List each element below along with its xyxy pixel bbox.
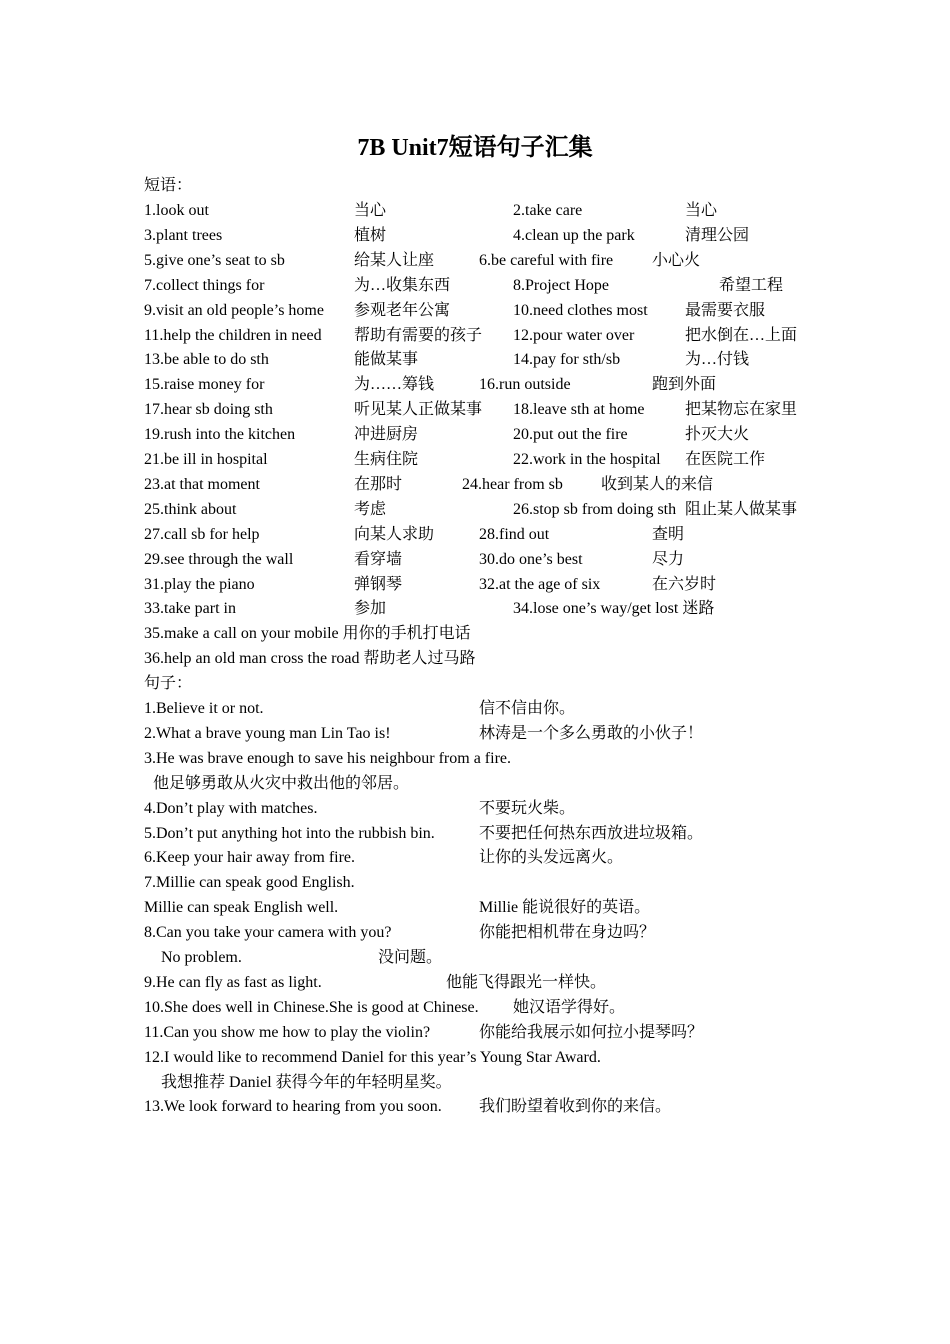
sentence-translation: 她汉语学得好。	[513, 998, 626, 1016]
phrase-meaning: 当心	[354, 202, 387, 219]
phrase-item: 16.run outside	[479, 376, 571, 394]
sentence-item: Millie can speak English well.	[144, 899, 339, 917]
phrase-item: 36.help an old man cross the road 帮助老人过马路	[144, 650, 476, 668]
phrase-item: 10.need clothes most	[513, 301, 648, 319]
sentence-item: 9.He can fly as fast as light.	[144, 973, 322, 991]
sentence-translation: 信不信由你。	[479, 700, 576, 717]
sentences-heading: 句子：	[144, 675, 193, 693]
sentence-translation: 他足够勇敢从火灾中救出他的邻居。	[153, 774, 410, 792]
sentence-item: 5.Don’t put anything hot into the rubbish bin.	[144, 824, 435, 842]
phrase-item: 30.do one’s best	[479, 550, 583, 568]
phrase-item: 2.take care	[513, 202, 583, 219]
sentence-item: 8.Can you take your camera with you?	[144, 924, 392, 942]
phrase-item: 26.stop sb from doing sth	[513, 500, 677, 518]
phrase-item: 4.clean up the park	[513, 226, 635, 244]
sentence-item: 2.What a brave young man Lin Tao is!	[144, 724, 391, 742]
phrase-meaning: 在那时	[354, 475, 403, 493]
sentence-translation: 不要玩火柴。	[479, 799, 576, 817]
phrases-heading: 短语：	[144, 177, 193, 194]
sentence-translation: 我想推荐 Daniel 获得今年的年轻明星奖。	[161, 1073, 452, 1091]
sentence-item: 13.We look forward to hearing from you soon.	[144, 1098, 442, 1116]
phrase-meaning: 冲进厨房	[354, 426, 419, 444]
phrase-meaning: 在六岁时	[652, 575, 717, 593]
sentence-item: 1.Believe it or not.	[144, 700, 264, 717]
phrase-item: 35.make a call on your mobile 用你的手机打电话	[144, 625, 471, 643]
phrase-item: 7.collect things for	[144, 276, 265, 294]
phrase-meaning: 清理公园	[685, 226, 750, 244]
phrase-item: 21.be ill in hospital	[144, 451, 268, 468]
sentence-item: 7.Millie can speak good English.	[144, 874, 355, 892]
phrase-item: 17.hear sb doing sth	[144, 401, 273, 419]
sentence-translation: 我们盼望着收到你的来信。	[479, 1098, 672, 1116]
phrase-item: 34.lose one’s way/get lost 迷路	[513, 600, 715, 618]
phrase-meaning: 把水倒在…上面	[685, 326, 798, 344]
phrase-meaning: 参观老年公寓	[354, 301, 451, 319]
sentence-translation: 不要把任何热东西放进垃圾箱。	[479, 824, 704, 842]
phrase-item: 31.play the piano	[144, 575, 255, 593]
phrase-item: 6.be careful with fire	[479, 251, 614, 269]
phrase-item: 28.find out	[479, 525, 550, 543]
phrase-item: 23.at that moment	[144, 475, 260, 493]
phrase-meaning: 为…收集东西	[354, 276, 451, 294]
phrase-meaning: 阻止某人做某事	[685, 500, 798, 518]
phrase-meaning: 为……筹钱	[354, 376, 435, 394]
phrase-item: 13.be able to do sth	[144, 351, 269, 369]
sentence-translation: 你能把相机带在身边吗？	[479, 924, 656, 942]
phrase-item: 20.put out the fire	[513, 426, 628, 444]
phrase-meaning: 最需要衣服	[685, 301, 766, 319]
phrase-meaning: 考虑	[354, 500, 387, 518]
sentence-item: 10.She does well in Chinese.She is good at Chinese.	[144, 998, 479, 1016]
sentence-item: 12.I would like to recommend Daniel for this year’s Young Star Award.	[144, 1048, 601, 1066]
sentence-item: 3.He was brave enough to save his neighbour from a fire.	[144, 749, 511, 767]
phrase-meaning: 小心火	[652, 251, 701, 269]
phrase-meaning: 跑到外面	[652, 376, 717, 394]
sentence-translation: 你能给我展示如何拉小提琴吗？	[479, 1023, 704, 1041]
phrase-item: 3.plant trees	[144, 226, 223, 244]
phrase-item: 12.pour water over	[513, 326, 635, 344]
phrase-meaning: 能做某事	[354, 351, 419, 369]
phrase-meaning: 希望工程	[719, 276, 784, 294]
phrase-meaning: 看穿墙	[354, 550, 403, 568]
phrase-item: 8.Project Hope	[513, 276, 609, 294]
sentence-item: 6.Keep your hair away from fire.	[144, 849, 356, 867]
phrase-meaning: 植树	[354, 226, 387, 244]
phrase-meaning: 向某人求助	[354, 525, 435, 543]
phrase-meaning: 帮助有需要的孩子	[354, 326, 483, 344]
phrase-item: 5.give one’s seat to sb	[144, 251, 285, 269]
phrase-item: 24.hear from sb	[462, 475, 563, 493]
phrase-item: 14.pay for sth/sb	[513, 351, 621, 369]
phrase-meaning: 为…付钱	[685, 351, 750, 369]
phrase-meaning: 听见某人正做某事	[354, 401, 483, 419]
phrase-item: 1.look out	[144, 202, 209, 219]
phrase-item: 33.take part in	[144, 600, 236, 618]
phrase-item: 29.see through the wall	[144, 550, 294, 568]
phrase-item: 27.call sb for help	[144, 525, 260, 543]
phrase-item: 19.rush into the kitchen	[144, 426, 296, 444]
sentence-translation: 没问题。	[378, 949, 443, 966]
phrase-item: 9.visit an old people’s home	[144, 301, 324, 319]
phrase-item: 32.at the age of six	[479, 575, 601, 593]
phrase-item: 22.work in the hospital	[513, 451, 661, 468]
phrase-meaning: 给某人让座	[354, 251, 435, 269]
phrase-meaning: 查明	[652, 525, 685, 543]
phrase-meaning: 尽力	[652, 550, 685, 568]
sentence-item: 11.Can you show me how to play the violin?	[144, 1023, 431, 1041]
phrase-meaning: 生病住院	[354, 451, 419, 468]
sentence-translation: 让你的头发远离火。	[479, 849, 624, 867]
document-title: 7B Unit7短语句子汇集	[357, 135, 593, 161]
phrase-item: 11.help the children in need	[144, 326, 322, 344]
phrase-meaning: 把某物忘在家里	[685, 401, 798, 419]
phrase-meaning: 弹钢琴	[354, 575, 403, 593]
sentence-translation: 林涛是一个多么勇敢的小伙子！	[479, 724, 704, 742]
phrase-meaning: 收到某人的来信	[601, 475, 714, 493]
sentence-translation: No problem.	[161, 949, 242, 966]
sentence-item: 4.Don’t play with matches.	[144, 799, 318, 817]
phrase-meaning: 扑灭大火	[685, 426, 750, 444]
phrase-meaning: 当心	[685, 202, 718, 219]
phrase-item: 18.leave sth at home	[513, 401, 645, 419]
sentence-translation: 他能飞得跟光一样快。	[446, 973, 607, 991]
phrase-item: 15.raise money for	[144, 376, 265, 394]
phrase-meaning: 在医院工作	[685, 451, 766, 468]
phrase-meaning: 参加	[354, 600, 387, 618]
phrase-item: 25.think about	[144, 500, 237, 518]
sentence-translation: Millie 能说很好的英语。	[479, 899, 651, 917]
